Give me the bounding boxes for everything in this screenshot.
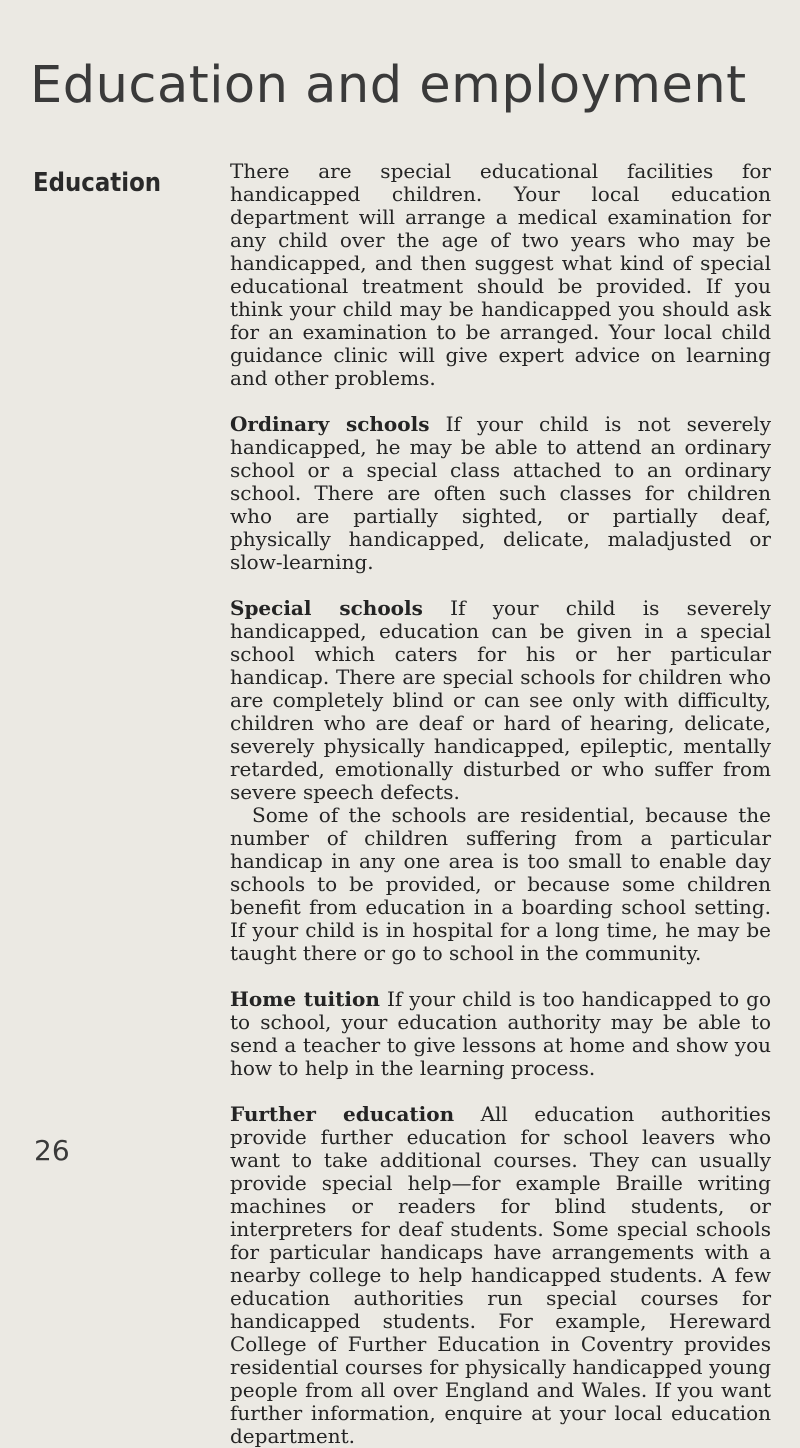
section-heading-education: Education	[33, 168, 162, 198]
paragraph-text: If your child is too handicapped to go to school, your education authority may be able to send a teacher to give lessons at home and show you how to help in the learning process.	[230, 987, 772, 1080]
paragraph-text: All education authorities provide further education for school leavers who want to take additional courses. They can usually provide special help—for example Braille writing machines or readers for blind students, or interpreters for deaf students. Some special schools for particular handicaps have arrangements with a nearby college to help handicapped students. A few education authorities run special courses for handicapped students. For example, Hereward College of Further Education in Coventry provides residential courses for physically handicapped young people from all over England and Wales. If you want further information, enquire at your local education department.	[230, 1102, 771, 1448]
paragraph-text: If your child is severely handicapped, education can be given in a special school which caters for his or her particular handicap. There are special schools for children who are completely blind or can see only with difficulty, children who are deaf or hard of hearing, delicate, severely physically handicapped, epileptic, mentally retarded, emotionally disturbed or who suffer from severe speech defects.	[230, 596, 772, 804]
paragraph-text: Some of the schools are residential, because the number of children suffering from a particular handicap in any one area is too small to enable day schools to be provided, or because some children benefit from education in a boarding school setting. If your child is in hospital for a long time, he may be taught there or go to school in the community.	[230, 803, 771, 965]
run-in-heading-special-schools: Special schools	[230, 596, 423, 620]
paragraph-text: If your child is not severely handicapped, he may be able to attend an ordinary school or a special class attached to an ordinary school. There are often such classes for children who are partially sighted, or partially deaf, physically handicapped, delicate, maladjusted or slow-learning.	[230, 412, 771, 574]
paragraph-residential-schools	[230, 804, 771, 965]
page-number: 26	[34, 1134, 70, 1167]
paragraph-home-tuition	[230, 988, 771, 1080]
paragraph-text: There are special educational facilities for handicapped children. Your local education department will arrange a medical examination for any child over the age of two years who may be handicapped, and then suggest what kind of special educational treatment should be provided. If you think your child may be handicapped you should ask for an examination to be arranged. Your local child guidance clinic will give expert advice on learning and other problems.	[230, 159, 771, 390]
article-body	[230, 160, 771, 1448]
paragraph-intro	[230, 160, 771, 390]
paragraph-special-schools	[230, 597, 771, 804]
page-title: Education and employment	[30, 56, 747, 115]
run-in-heading-further-education: Further education	[230, 1102, 455, 1126]
run-in-heading-home-tuition: Home tuition	[230, 987, 380, 1011]
paragraph-ordinary-schools	[230, 413, 771, 574]
paragraph-further-education	[230, 1103, 771, 1448]
run-in-heading-ordinary-schools: Ordinary schools	[230, 412, 430, 436]
